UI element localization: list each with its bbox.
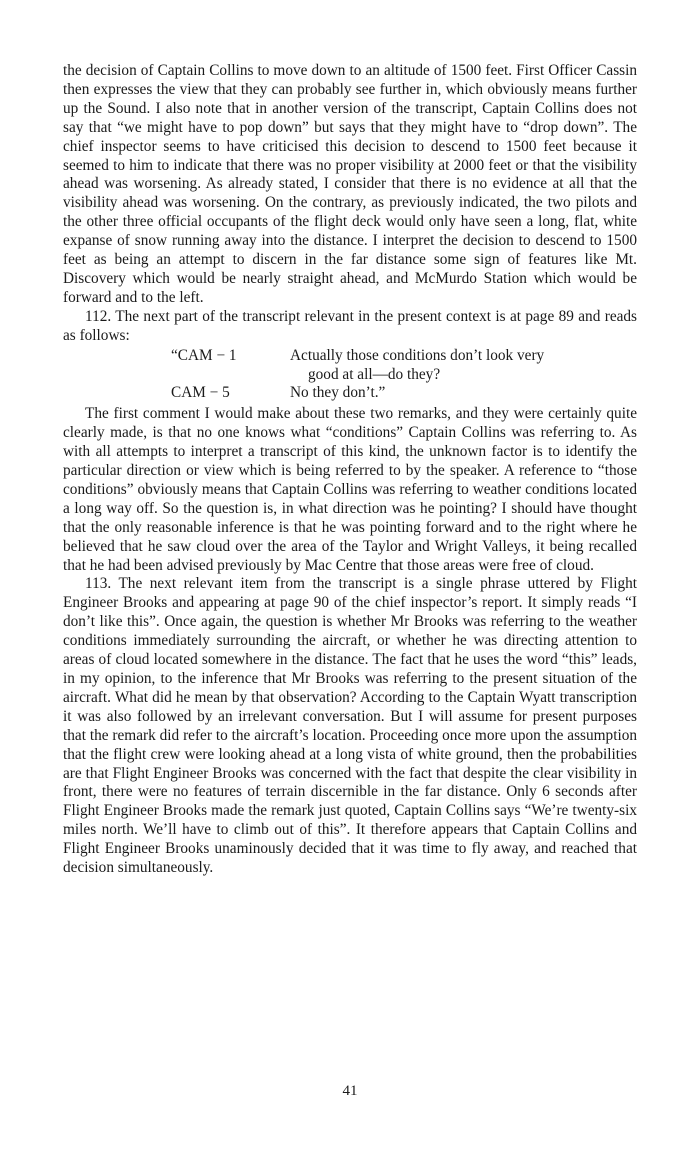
- document-body: [63, 62, 637, 878]
- transcript-utterance-line: Actually those conditions don’t look very: [290, 346, 545, 364]
- paragraph-commentary: The first comment I would make about these two remarks, and they were certainly quite clearly made, is that no one knows what “conditions” Captain Collins was referring to. As with all attempts to interpret a transcript of this kind, the unknown factor is to identify the particular direction or view which is being referred to by the speaker. A reference to “those conditions” obviously means that Captain Collins was referring to weather conditions located a long way off. So the question is, in what direction was he pointing? I should have thought that the only reasonable inference is that he was pointing forward and to the right where he believed that he saw cloud over the area of the Taylor and Wright Valleys, it being recalled that he had been advised previously by Mac Centre that those areas were free of cloud.: [63, 405, 637, 574]
- transcript-excerpt: [63, 347, 637, 404]
- paragraph-continuation: the decision of Captain Collins to move down to an altitude of 1500 feet. First Officer Cassin then expresses the view that they can probably see further in, which obviously means further up the Sound. I also note that in another version of the transcript, Captain Collins does not say that “we might have to pop down” but says that they might have to “drop down”. The chief inspector seems to have criticised this decision to descend to 1500 feet because it seemed to him to indicate that there was no proper visibility at 2000 feet or that the visibility ahead was worsening. As already stated, I consider that there is no evidence at all that the visibility ahead was worsening. On the contrary, as previously indicated, the two pilots and the other three official occupants of the flight deck would only have seen a long, flat, white expanse of snow running away into the distance. I interpret the decision to descend to 1500 feet as being an attempt to discern in the far distance some sign of features like Mt. Discovery which would be nearly straight ahead, and McMurdo Station which would be forward and to the left.: [63, 62, 637, 306]
- page-number: 41: [342, 1083, 358, 1099]
- transcript-line-cam1: [63, 347, 637, 385]
- transcript-speaker: “CAM − 1: [171, 346, 237, 364]
- paragraph-112: 112. The next part of the transcript relevant in the present context is at page 89 and reads as follows:: [63, 307, 637, 344]
- transcript-utterance-continuation: good at all—do they?: [308, 365, 441, 383]
- paragraph-113: 113. The next relevant item from the transcript is a single phrase uttered by Flight Engineer Brooks and appearing at page 90 of the chief inspector’s report. It simply reads “I don’t like this”. Once again, the question is whether Mr Brooks was referring to the weather conditions immediately surrounding the aircraft, or whether he was directing attention to areas of cloud located somewhere in the distance. The fact that he uses the word “this” leads, in my opinion, to the inference that Mr Brooks was referring to the present situation of the aircraft. What did he mean by that observation? According to the Captain Wyatt transcription it was also followed by an irrelevant conversation. But I will assume for present purposes that the remark did refer to the aircraft’s location. Proceeding once more upon the assumption that the flight crew were looking ahead at a long vista of white ground, then the probabilities are that Flight Engineer Brooks was concerned with the fact that despite the clear visibility in front, there were no features of terrain discernible in the far distance. Only 6 seconds after Flight Engineer Brooks made the remark just quoted, Captain Collins says “We’re twenty-six miles north. We’ll have to climb out of this”. It therefore appears that Captain Collins and Flight Engineer Brooks unaminously decided that it was time to fly away, and reached that decision simultaneously.: [63, 575, 637, 877]
- transcript-speaker: CAM − 5: [171, 384, 230, 402]
- transcript-utterance: [286, 347, 637, 385]
- transcript-utterance: No they don’t.”: [290, 384, 386, 402]
- transcript-line-cam5: [63, 384, 637, 403]
